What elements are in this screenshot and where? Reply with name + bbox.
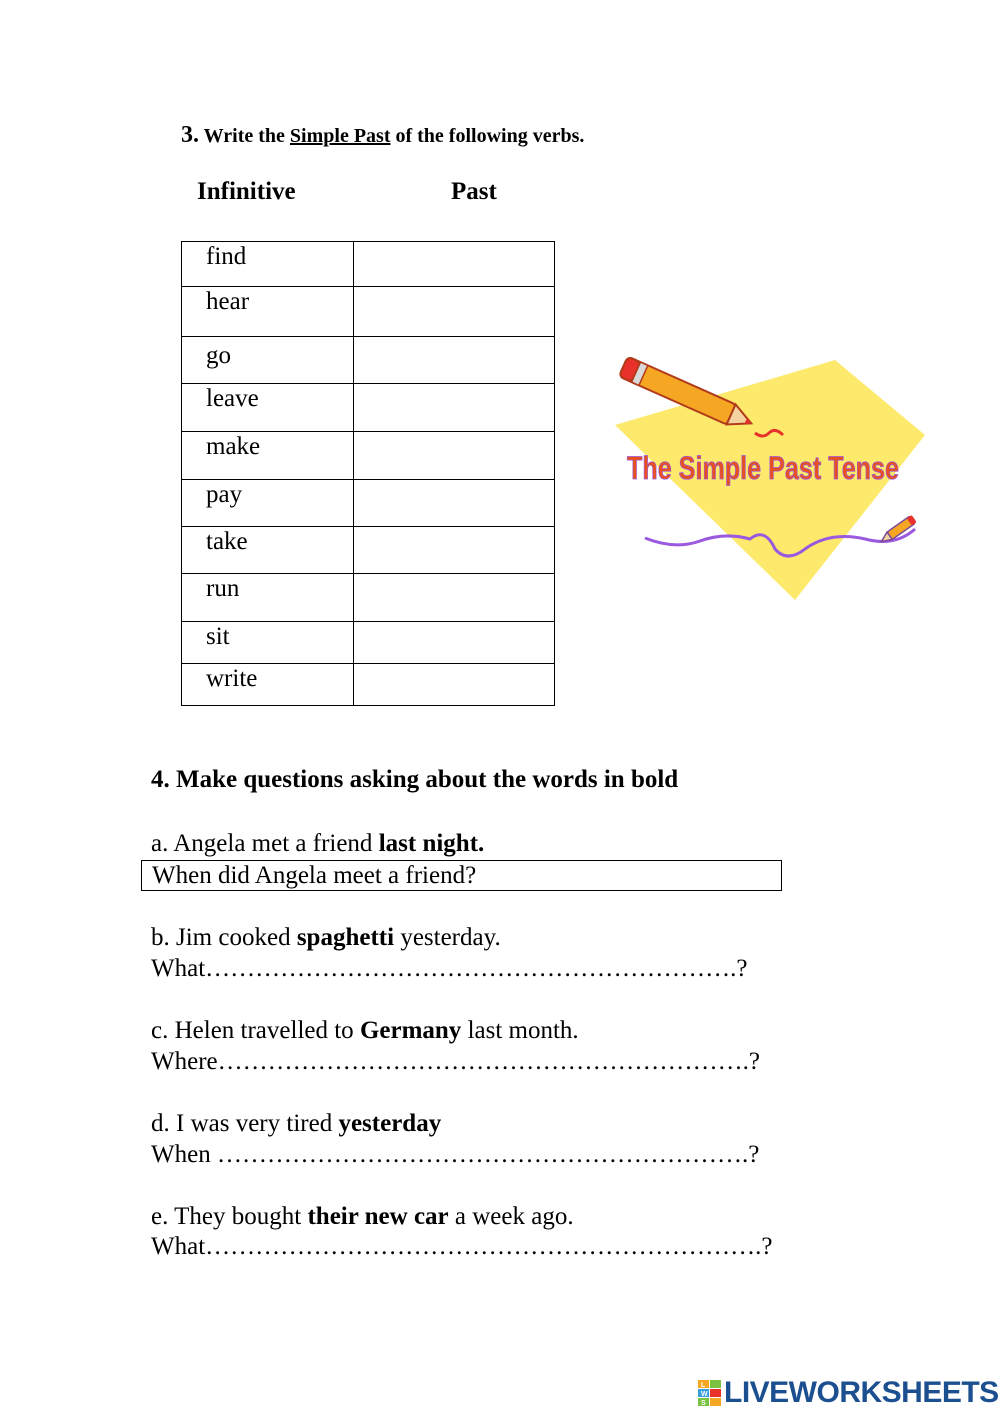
table-row bbox=[182, 432, 555, 480]
sentence-e: e. They bought their new car a week ago. bbox=[151, 1203, 574, 1230]
past-answer-input[interactable] bbox=[354, 288, 554, 316]
verb-cell: pay bbox=[182, 480, 354, 527]
past-answer-input[interactable] bbox=[354, 385, 554, 413]
past-answer-cell[interactable] bbox=[353, 242, 554, 287]
exercise-4-instruction: 4. Make questions asking about the words in bold bbox=[151, 766, 679, 793]
table-row bbox=[182, 287, 555, 337]
table-row bbox=[182, 337, 555, 384]
verb-cell: make bbox=[182, 432, 354, 480]
exercise-number: 3. bbox=[181, 122, 199, 148]
sentence-b: b. Jim cooked spaghetti yesterday. bbox=[151, 924, 501, 951]
sentence-c: c. Helen travelled to Germany last month. bbox=[151, 1017, 579, 1044]
answer-line-e[interactable]: What………………………………………………………….? bbox=[151, 1233, 773, 1260]
column-header-infinitive: Infinitive bbox=[197, 178, 296, 205]
clipart-title: The Simple Past Tense bbox=[627, 450, 899, 486]
table-row bbox=[182, 574, 555, 622]
answer-a: When did Angela meet a friend? bbox=[152, 862, 477, 889]
exercise-3-instruction: 3. Write the Simple Past of the following verbs. bbox=[181, 122, 585, 148]
past-answer-cell[interactable] bbox=[353, 574, 554, 622]
past-answer-cell[interactable] bbox=[353, 622, 554, 664]
past-answer-cell[interactable] bbox=[353, 384, 554, 432]
past-answer-cell[interactable] bbox=[353, 527, 554, 574]
verb-cell: leave bbox=[182, 384, 354, 432]
past-answer-input[interactable] bbox=[354, 433, 554, 461]
answer-line-d[interactable]: When ……………………………………………………….? bbox=[151, 1141, 760, 1168]
verb-cell: run bbox=[182, 574, 354, 622]
table-row bbox=[182, 664, 555, 706]
table-row bbox=[182, 242, 555, 287]
verb-table bbox=[181, 241, 555, 706]
simple-past-clipart bbox=[605, 355, 935, 610]
simple-past-underlined: Simple Past bbox=[289, 125, 391, 147]
past-answer-input[interactable] bbox=[354, 665, 554, 693]
past-answer-cell[interactable] bbox=[353, 337, 554, 384]
sentence-a: a. Angela met a friend last night. bbox=[151, 830, 485, 857]
past-answer-input[interactable] bbox=[354, 623, 554, 651]
past-answer-cell[interactable] bbox=[353, 287, 554, 337]
past-answer-input[interactable] bbox=[354, 243, 554, 271]
answer-box-a[interactable] bbox=[141, 860, 782, 891]
verb-cell: hear bbox=[182, 287, 354, 337]
table-row bbox=[182, 527, 555, 574]
column-header-past: Past bbox=[451, 178, 497, 205]
logo-text: LIVEWORKSHEETS bbox=[724, 1376, 999, 1409]
svg-text:L: L bbox=[701, 1382, 706, 1389]
verb-cell: sit bbox=[182, 622, 354, 664]
past-answer-input[interactable] bbox=[354, 575, 554, 603]
past-answer-input[interactable] bbox=[354, 528, 554, 556]
past-answer-input[interactable] bbox=[354, 338, 554, 366]
table-row bbox=[182, 384, 555, 432]
table-row bbox=[182, 480, 555, 527]
verb-cell: take bbox=[182, 527, 354, 574]
past-answer-cell[interactable] bbox=[353, 432, 554, 480]
sentence-d: d. I was very tired yesterday bbox=[151, 1110, 442, 1137]
verb-cell: find bbox=[182, 242, 354, 287]
logo-badge-icon bbox=[698, 1380, 722, 1406]
past-answer-cell[interactable] bbox=[353, 480, 554, 527]
past-answer-input[interactable] bbox=[354, 481, 554, 509]
past-answer-cell[interactable] bbox=[353, 664, 554, 706]
table-row bbox=[182, 622, 555, 664]
svg-text:W: W bbox=[701, 1391, 708, 1398]
answer-line-c[interactable]: Where……………………………………………………….? bbox=[151, 1048, 760, 1075]
verb-cell: go bbox=[182, 337, 354, 384]
svg-text:S: S bbox=[701, 1400, 706, 1407]
answer-line-b[interactable]: What……………………………………………………….? bbox=[151, 955, 748, 982]
verb-cell: write bbox=[182, 664, 354, 706]
